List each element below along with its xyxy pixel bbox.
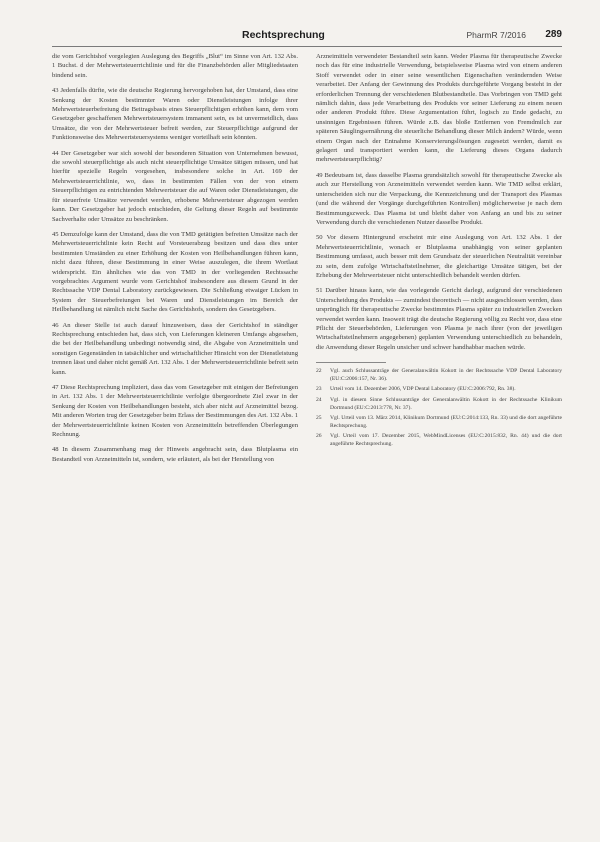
footnote-text: Vgl. auch Schlussanträge der Generalanwältin Kokott in der Rechtssache VDP Dental Laboratory (EU:C:2006:157, Nr. 36).	[330, 368, 562, 382]
paragraph: 46 An dieser Stelle ist auch darauf hinzuweisen, dass der Gerichtshof in ständiger Rechtsprechung entschieden hat, dass sich, von Lieferungen kleineren Umfangs abgesehen, die bei der Heilbehandlung unbedingt notwendig sind, die Abgabe von Arzneimitteln und sonstigen Gegenständen in tatsächlicher und wirtschaftlicher Hinsicht von der Dienstleistung trennen lässt und daher nicht gemäß Art. 132 Abs. 1 der Mehrwertsteuerrichtlinie befreit sein kann.	[52, 321, 298, 376]
paragraph: 50 Vor diesem Hintergrund erscheint mir eine Auslegung von Art. 132 Abs. 1 der Mehrwertsteuerrichtlinie, wonach er Blutplasma unabhängig von seiner geplanten Bestimmung umfasst, auch besser mit dem Grundsatz der steuerlichen Neutralität vereinbar zu sein, dem zufolge Wirtschaftsteilnehmer, die gleichartige Umsätze tätigen, bei der Erhebung der Mehrwertsteuer nicht unterschiedlich behandelt werden dürfen.	[316, 234, 562, 279]
footnote-number: 26	[316, 433, 322, 440]
footnote	[316, 386, 562, 394]
footnote-text: Vgl. in diesem Sinne Schlussanträge der Generalanwältin Kokott in der Rechtssache Klinikum Dortmund (EU:C:2013:778, Nr. 37).	[330, 396, 562, 411]
paragraph: 47 Diese Rechtsprechung impliziert, dass das vom Gesetzgeber mit einigen der Befreiungen in Art. 132 Abs. 1 der Mehrwertsteuerrichtlinie verfolgte übergeordnete Ziel zwar in der Senkung der Kosten von Heilbehandlungen besteht, sich aber nicht auf Arzneimittel bezog. Mit anderen Worten trug der Gesetzgeber beim Erlass der Bestimmungen des Art. 132 Abs. 1 der Mehrwertsteuerrichtlinie keinen Kosten von Arzneimitteln betreffenden Überlegungen Rechnung.	[52, 384, 298, 439]
footnote-number: 25	[316, 415, 322, 422]
footnote-number: 22	[316, 368, 322, 375]
footnote	[316, 397, 562, 412]
page-number: 289	[545, 29, 562, 40]
paragraph: 49 Bedeutsam ist, dass dasselbe Plasma grundsätzlich sowohl für therapeutische Zwecke als auch zur Herstellung von Arzneimitteln verwendet werden kann. Wie TMD selbst erklärt, unterscheiden sich nur die Verpackung, die Kennzeichnung und der Transport des Plasmas (und die während der Vorgänge durchgeführten Kontrollen) möglicherweise je nach dem Bestimmungszweck. Das Plasma ist und bleibt daher von Anfang an und bis zu seiner Verwendung durch die verschiedenen Nutzer dasselbe Produkt.	[316, 171, 562, 226]
section-title: Rechtsprechung	[242, 29, 325, 41]
left-column	[52, 52, 298, 470]
footnote	[316, 415, 562, 430]
paragraph: 44 Der Gesetzgeber war sich sowohl der besonderen Situation von Unternehmen bewusst, die sowohl steuerpflichtige als auch nicht steuerpflichtige Umsätze tätigen müssen, und hat hierfür spezielle Regeln vorgesehen, insbesondere solche in Art. 169 der Mehrwertsteuerrichtlinie, wo, dass in bestimmten Fällen von der von einem Steuerpflichtigen zu entrichtenden Mehrwertsteuer die auf Waren oder Dienstleistungen, die für steuerfreie Umsätze verwendet werden, erhobene Mehrwertsteuer abgezogen werden kann. Der Gesetzgeber hat jedoch entschieden, die Geltung dieser Regeln auf bestimmte Sachverhalte oder Umsätze zu beschränken.	[52, 149, 298, 223]
paragraph: die vom Gerichtshof vorgelegten Auslegung des Begriffs „Blut“ im Sinne von Art. 132 Abs. 1 Buchst. d der Mehrwertsteuerrichtlinie und für die Finanzbehörden aller Mitgliedstaaten bindend sein.	[52, 53, 298, 79]
paragraph: 43 Jedenfalls dürfte, wie die deutsche Regierung hervorgehoben hat, der Umstand, dass eine Senkung der Kosten bestimmter Waren oder Dienstleistungen infolge ihrer Mehrwertsteuerbefreiung die Beitragsbasis eines Steuerpflichtigen erhöhen kann, dem vom Gesetzgeber geschaffenen Mehrwertsteuersystem immanent sein, es ist unvermeidlich, dass Umsätze, die von der Mehrwertsteuer befreit werden, zur Steuerpflichtige aufgrund der Funktionsweise des Mehrwertsteuersystems weniger vorteilhaft sein könnten.	[52, 87, 298, 142]
footnote-text: Vgl. Urteil vom 17. Dezember 2015, WebMindLicenses (EU:C:2015:832, Rn. 44) und die dort angeführte Rechtsprechung.	[330, 433, 562, 447]
right-column	[316, 52, 562, 452]
footnote-text: Vgl. Urteil vom 13. März 2014, Klinikum Dortmund (EU:C:2014:133, Rn. 33) und die dort angeführte Rechtsprechung.	[330, 415, 562, 429]
paragraph: 45 Demzufolge kann der Umstand, dass die von TMD getätigten befreiten Umsätze nach der Mehrwertsteuerrichtlinie kein Recht auf Vorsteuerabzug besitzen und dass dies unter bestimmten Umständen zu einer Erhöhung der Kosten von Heilbehandlungen führen kann, nicht dazu führen, diese Bestimmung in einer Weise auszulegen, die ihrem Wortlaut widerspricht. Ein ähnliches wie das von TMD in der vorliegenden Rechtssache vorgebrachtes Argument wurde vom Gerichtshof insbesondere aus diesem Grund in der Rechtssache VDP Dental Laboratory zurückgewiesen. Die Schließung etwaiger Lücken in System der Steuerbefreiungen bei Waren und Dienstleistungen im Bereich der Heilbehandlung ist nämlich nicht Sache des Gerichtshofs, sondern des Gesetzgebers.	[52, 230, 298, 314]
footnote-text: Urteil vom 14. Dezember 2006, VDP Dental Laboratory (EU:C:2006:792, Rn. 38).	[330, 386, 516, 393]
footnote-number: 24	[316, 396, 322, 403]
paragraph: Arzneimitteln verwendeter Bestandteil sein kann. Weder Plasma für therapeutische Zwecke noch das für eine industrielle Verwendung, beispielsweise Plasma wird von einem anderen Stoff verwendet oder in einer seine wesentlichen Eigenschaften verändernden Weise verarbeitet. Der Anfang der Gewinnung des Produkts durchgeführte Vorgang besteht in der erforderlichen Trennung der verschiedenen Blutbestandteile. Das Vorbringen von TMD geht nämlich dahin, dass jede Verarbeitung des Produkts vor seiner Lieferung zu einem neuen oder anderen Produkt führe. Diese Argumentation führt, logisch zu Ende gedacht, zu unsinnigen Ergebnissen führen. Würde z.B. das bloße Entfernen von Fremdmilch zur späteren Säuglingsernährung die steuerliche Behandlung dieser Milch ändern? Würde, wenn einem Organ nach der Entnahme Konservierungslösungen zugesetzt werden, damit es gelagert und transportiert werden kann, die Lieferung dieses Organs dadurch mehrwertsteuerpflichtig?	[316, 53, 562, 164]
footnote-number: 23	[316, 386, 322, 393]
page-header	[52, 29, 562, 43]
footnote	[316, 368, 562, 383]
paragraph: 51 Darüber hinaus kann, wie das vorlegende Gericht darlegt, aufgrund der verschiedenen Unterscheidung des Produkts — zumindest theoretisch — nicht ausgeschlossen werden, dass ursprünglich für therapeutische Zwecke bestimmtes Plasma später zu industriellen Zwecken verwendet werden kann. Insoweit trägt die deutsche Regierung völlig zu Recht vor, dass eine Pflicht der Steuerbehörden, Lieferungen von Plasma je nach ihrer (von der jeweiligen Wirtschaftsteilnehmern angegebenen) geplanten Verwendung unterschiedlich zu behandeln, die Anwendung dieser Regeln unsicher und schwer handhabbar machen würde.	[316, 287, 562, 351]
footnote	[316, 433, 562, 448]
journal-issue: PharmR 7/2016	[466, 30, 526, 40]
header-rule	[52, 46, 562, 47]
footnote-rule	[316, 362, 386, 363]
paragraph: 48 In diesem Zusammenhang mag der Hinweis angebracht sein, dass Blutplasma ein Bestandteil von Arzneimitteln ist, sondern, wie erläutert, als bei der Herstellung von	[52, 446, 298, 463]
